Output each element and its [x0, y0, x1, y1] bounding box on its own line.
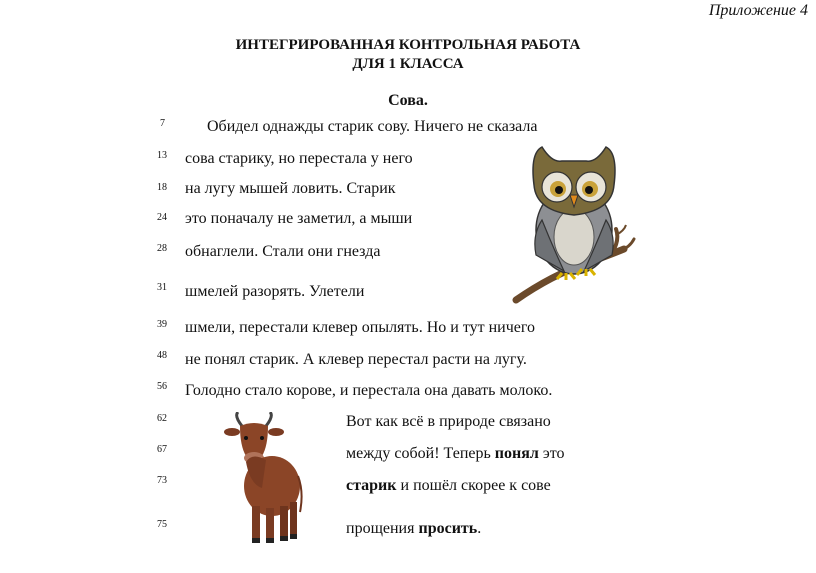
line-number: 28 [157, 243, 167, 254]
story-line: сова старику, но перестала у него [185, 150, 413, 167]
page-title-line-1: ИНТЕГРИРОВАННАЯ КОНТРОЛЬНАЯ РАБОТА [235, 37, 581, 53]
line-number: 73 [157, 475, 167, 486]
line-number: 24 [157, 212, 167, 223]
appendix-label: Приложение 4 [708, 2, 808, 19]
story-line: обнаглели. Стали они гнезда [185, 243, 381, 260]
story-line: Голодно стало корове, и перестала она давать молоко. [185, 382, 553, 399]
cow-illustration [222, 412, 307, 547]
story-line: не понял старик. А клевер перестал расти на лугу. [185, 351, 527, 368]
story-line: шмелей разорять. Улетели [185, 283, 365, 300]
bold-word: просить [418, 520, 478, 537]
line-number: 75 [157, 519, 167, 530]
line-number: 39 [157, 319, 167, 330]
line-number: 67 [157, 444, 167, 455]
owl-illustration [512, 145, 637, 305]
story-title: Сова. [388, 92, 428, 109]
line-number: 48 [157, 350, 167, 361]
page-title-line-2: ДЛЯ 1 КЛАССА [352, 56, 464, 72]
story-line: Вот как всё в природе связано [346, 413, 551, 430]
line-number: 62 [157, 413, 167, 424]
story-line: прощения просить. [346, 520, 482, 537]
story-line: шмели, перестали клевер опылять. Но и тут ничего [185, 319, 536, 336]
bold-word: понял [494, 445, 539, 462]
story-line: старик и пошёл скорее к сове [346, 477, 551, 494]
story-line: на лугу мышей ловить. Старик [185, 180, 396, 197]
line-number: 56 [157, 381, 167, 392]
line-number: 13 [157, 150, 167, 161]
story-line: Обидел однажды старик сову. Ничего не сказала [207, 118, 538, 135]
story-line: между собой! Теперь понял это [346, 445, 565, 462]
line-number: 18 [157, 182, 167, 193]
bold-word: старик [346, 477, 397, 494]
line-number: 31 [157, 282, 167, 293]
story-line: это поначалу не заметил, а мыши [185, 210, 413, 227]
line-number: 7 [160, 118, 165, 129]
